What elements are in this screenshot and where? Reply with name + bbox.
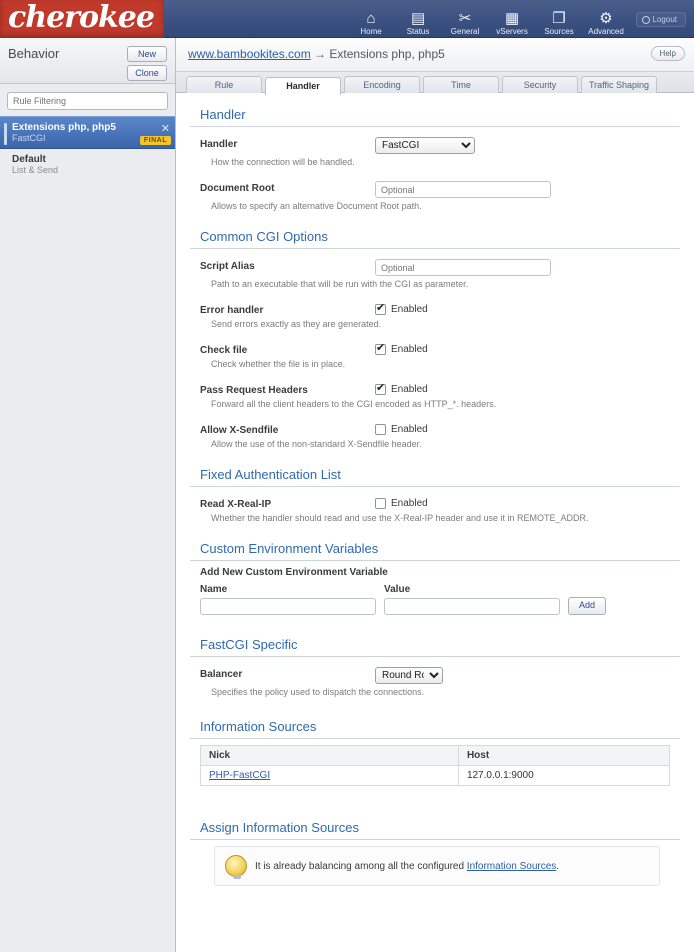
pass-request-headers-checkbox-label: Enabled <box>391 384 428 395</box>
check-file-checkbox-label: Enabled <box>391 344 428 355</box>
tab-security[interactable]: Security <box>502 76 578 93</box>
logout-button[interactable]: Logout <box>636 12 686 27</box>
table-header-row <box>201 746 670 766</box>
balancing-notice <box>214 846 660 886</box>
nav-item-advanced[interactable] <box>583 10 630 38</box>
pass-request-headers-checkbox[interactable] <box>375 384 386 395</box>
close-icon[interactable]: ✕ <box>160 123 170 135</box>
sidebar-item-extensions-php[interactable] <box>0 116 175 149</box>
rule-name: Default <box>12 154 46 165</box>
check-file-checkbox[interactable] <box>375 344 386 355</box>
status-badge: FINAL <box>140 136 171 145</box>
breadcrumb-bar <box>176 38 694 72</box>
balancer-help: Specifies the policy used to dispatch the connections. <box>211 687 425 697</box>
balancer-select[interactable] <box>375 667 443 684</box>
field-balancer <box>200 663 680 686</box>
pass-request-headers-label: Pass Request Headers <box>200 385 308 396</box>
document-root-input[interactable] <box>375 181 551 198</box>
pass-request-headers-help: Forward all the client headers to the CGI encoded as HTTP_*. headers. <box>211 399 497 409</box>
read-x-real-ip-help: Whether the handler should read and use the X-Real-IP header and use it in REMOTE_ADDR. <box>211 513 589 523</box>
custom-env-value-input[interactable] <box>384 598 560 615</box>
sources-icon: ❐ <box>552 10 566 27</box>
field-document-root <box>200 177 680 200</box>
page-title: Behavior <box>8 46 60 61</box>
nav-label-vservers: vServers <box>496 27 528 36</box>
nav-item-home[interactable] <box>348 10 395 38</box>
custom-env-value-header: Value <box>384 584 411 595</box>
top-navigation <box>348 0 694 38</box>
breadcrumb <box>188 47 694 61</box>
notice-text <box>255 861 559 872</box>
column-header-host: Host <box>458 746 669 766</box>
nav-label-home: Home <box>360 27 382 36</box>
custom-env-value-col <box>384 584 560 615</box>
allow-x-sendfile-label: Allow X-Sendfile <box>200 425 279 436</box>
section-handler-title: Handler <box>190 99 680 127</box>
cherokee-logo: cherokee <box>0 0 164 38</box>
table-row[interactable] <box>201 766 670 786</box>
handler-help: How the connection will be handled. <box>211 157 355 167</box>
clone-rule-button[interactable]: Clone <box>127 65 167 81</box>
custom-env-name-col <box>200 584 376 615</box>
tab-traffic-shaping[interactable]: Traffic Shaping <box>581 76 657 93</box>
error-handler-checkbox-label: Enabled <box>391 304 428 315</box>
custom-env-subhead: Add New Custom Environment Variable <box>200 567 388 578</box>
read-x-real-ip-checkbox[interactable] <box>375 498 386 509</box>
allow-x-sendfile-checkbox[interactable] <box>375 424 386 435</box>
field-check-file <box>200 339 680 358</box>
home-icon: ⌂ <box>366 10 376 27</box>
add-env-button[interactable]: Add <box>568 597 606 615</box>
tab-bar <box>176 72 694 93</box>
general-icon: ✂ <box>458 10 472 27</box>
nav-label-general: General <box>450 27 480 36</box>
error-handler-label: Error handler <box>200 305 264 316</box>
document-root-label: Document Root <box>200 183 275 194</box>
settings-content <box>176 93 694 951</box>
field-allow-x-sendfile <box>200 419 680 438</box>
handler-label: Handler <box>200 139 238 150</box>
top-bar <box>0 0 694 38</box>
tab-time[interactable]: Time <box>423 76 499 93</box>
tab-handler[interactable]: Handler <box>265 77 341 95</box>
read-x-real-ip-checkbox-label: Enabled <box>391 498 428 509</box>
nav-item-vservers[interactable] <box>489 10 536 38</box>
rule-filter-container <box>0 84 175 116</box>
rule-handler-label: List & Send <box>12 165 59 175</box>
custom-env-form <box>200 584 680 615</box>
rule-handler-label: FastCGI <box>12 133 46 143</box>
nav-item-general[interactable] <box>442 10 489 38</box>
nav-label-status: Status <box>406 27 430 36</box>
rule-name: Extensions php, php5 <box>12 122 116 133</box>
breadcrumb-current: Extensions php, php5 <box>329 47 445 61</box>
notice-text-pre: It is already balancing among all the configured <box>255 860 467 872</box>
help-button[interactable]: Help <box>651 46 685 61</box>
source-link-php-fastcgi[interactable]: PHP-FastCGI <box>209 770 271 781</box>
section-fastcgi-title: FastCGI Specific <box>190 629 680 657</box>
tab-rule[interactable]: Rule <box>186 76 262 93</box>
cell-host: 127.0.0.1:9000 <box>458 766 669 786</box>
handler-select[interactable] <box>375 137 475 154</box>
column-header-nick: Nick <box>201 746 459 766</box>
section-custom-env-title: Custom Environment Variables <box>190 533 680 561</box>
allow-x-sendfile-checkbox-label: Enabled <box>391 424 428 435</box>
vservers-icon: ▦ <box>504 10 520 27</box>
document-root-help: Allows to specify an alternative Document Root path. <box>211 201 422 211</box>
sidebar <box>0 38 176 952</box>
error-handler-checkbox[interactable] <box>375 304 386 315</box>
breadcrumb-host-link[interactable]: www.bambookites.com <box>188 47 311 61</box>
read-x-real-ip-label: Read X-Real-IP <box>200 499 272 510</box>
nav-item-status[interactable] <box>395 10 442 38</box>
tab-encoding[interactable]: Encoding <box>344 76 420 93</box>
error-handler-help: Send errors exactly as they are generated. <box>211 319 382 329</box>
nav-label-sources: Sources <box>544 27 574 36</box>
new-rule-button[interactable]: New <box>127 46 167 62</box>
cell-nick <box>201 766 459 786</box>
field-error-handler <box>200 299 680 318</box>
script-alias-input[interactable] <box>375 259 551 276</box>
allow-x-sendfile-help: Allow the use of the non-standard X-Sendfile header. <box>211 439 422 449</box>
rule-filter-input[interactable] <box>7 92 168 110</box>
main-panel <box>176 38 694 952</box>
sidebar-item-default[interactable] <box>0 149 175 181</box>
information-sources-link[interactable]: Information Sources <box>466 860 557 872</box>
script-alias-label: Script Alias <box>200 261 255 272</box>
section-fixed-auth-title: Fixed Authentication List <box>190 459 680 487</box>
check-file-label: Check file <box>200 345 248 356</box>
breadcrumb-separator: → <box>310 47 330 61</box>
custom-env-name-header: Name <box>200 584 228 595</box>
field-script-alias <box>200 255 680 278</box>
sidebar-header <box>0 38 175 84</box>
field-pass-request-headers <box>200 379 680 398</box>
notice-text-post: . <box>556 860 560 872</box>
field-handler <box>200 133 680 156</box>
nav-item-sources[interactable] <box>536 10 583 38</box>
balancer-label: Balancer <box>200 669 243 680</box>
custom-env-name-input[interactable] <box>200 598 376 615</box>
advanced-icon: ⚙ <box>599 10 613 27</box>
script-alias-help: Path to an executable that will be run with the CGI as parameter. <box>211 279 469 289</box>
lightbulb-icon <box>225 855 247 877</box>
section-assign-sources-title: Assign Information Sources <box>190 812 680 840</box>
information-sources-table <box>200 745 670 786</box>
section-common-cgi-title: Common CGI Options <box>190 221 680 249</box>
check-file-help: Check whether the file is in place. <box>211 359 346 369</box>
nav-label-advanced: Advanced <box>588 27 624 36</box>
field-read-x-real-ip <box>200 493 680 512</box>
section-information-sources-title: Information Sources <box>190 711 680 739</box>
status-icon: ▤ <box>410 10 426 27</box>
